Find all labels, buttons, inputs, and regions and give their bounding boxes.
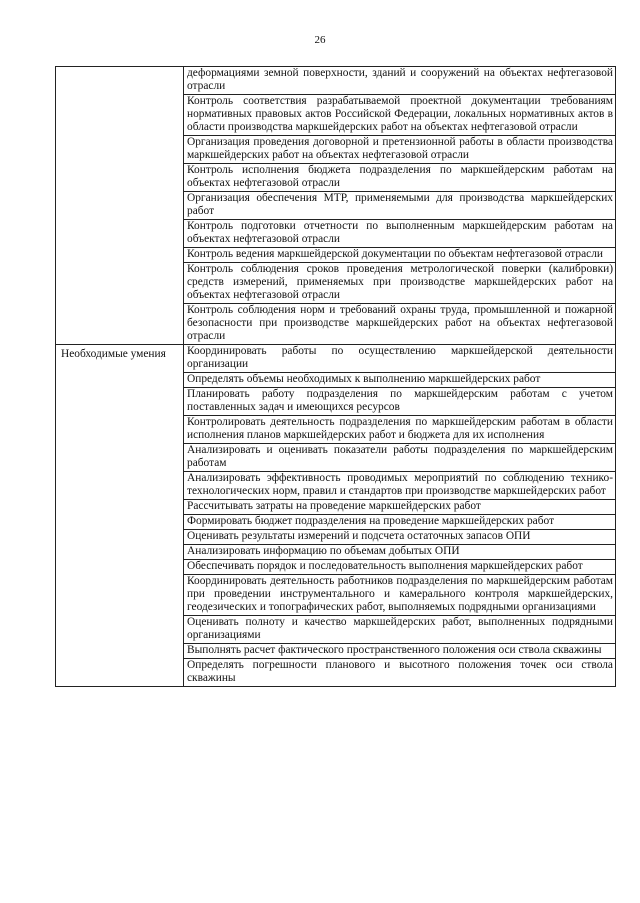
section-item: Контроль подготовки отчетности по выполненным маркшейдерским работам на объектах нефтегазовой отрасли [184,220,616,248]
section-item: деформациями земной поверхности, зданий и сооружений на объектах нефтегазовой отрасли [184,67,616,95]
section-item: Контроль ведения маркшейдерской документации по объектам нефтегазовой отрасли [184,248,616,263]
section-item: Контролировать деятельность подразделения по маркшейдерским работам в области исполнения планов маркшейдерских работ и бюджета для их исполнения [184,416,616,444]
section-item: Обеспечивать порядок и последовательность выполнения маркшейдерских работ [184,560,616,575]
section-item: Выполнять расчет фактического пространственного положения оси ствола скважины [184,644,616,659]
section-label: Необходимые умения [56,345,184,687]
section-item: Организация обеспечения МТР, применяемыми для производства маркшейдерских работ [184,192,616,220]
section-item: Организация проведения договорной и претензионной работы в области производства маркшейдерских работ на объектах нефтегазовой отрасли [184,136,616,164]
section-item: Рассчитывать затраты на проведение маркшейдерских работ [184,500,616,515]
section-item: Определять объемы необходимых к выполнению маркшейдерских работ [184,373,616,388]
table-body [56,67,616,687]
section-item: Контроль соблюдения сроков проведения метрологической поверки (калибровки) средств измерений, применяемых при производстве маркшейдерских работ на объектах нефтегазовой отрасли [184,263,616,304]
table-row [56,345,616,373]
section-item: Планировать работу подразделения по маркшейдерским работам с учетом поставленных задач и имеющихся ресурсов [184,388,616,416]
section-label [56,67,184,345]
section-item: Контроль соблюдения норм и требований охраны труда, промышленной и пожарной безопасности при производстве маркшейдерских работ на объектах нефтегазовой отрасли [184,304,616,345]
section-item: Определять погрешности планового и высотного положения точек оси ствола скважины [184,659,616,687]
section-item: Анализировать и оценивать показатели работы подразделения по маркшейдерским работам [184,444,616,472]
section-item: Контроль исполнения бюджета подразделения по маркшейдерским работам на объектах нефтегазовой отрасли [184,164,616,192]
section-item: Координировать работы по осуществлению маркшейдерской деятельности организации [184,345,616,373]
section-item: Контроль соответствия разрабатываемой проектной документации требованиям нормативных правовых актов Российской Федерации, локальных нормативных актов в области производства маркшейдерских работ на объектах нефтегазовой отрасли [184,95,616,136]
table-row [56,67,616,95]
competency-table [55,66,616,687]
section-item: Оценивать результаты измерений и подсчета остаточных запасов ОПИ [184,530,616,545]
section-item: Формировать бюджет подразделения на проведение маркшейдерских работ [184,515,616,530]
section-item: Оценивать полноту и качество маркшейдерских работ, выполненных подрядными организациями [184,616,616,644]
section-item: Анализировать эффективность проводимых мероприятий по соблюдению технико-технологических норм, правил и стандартов при производстве маркшейдерских работ [184,472,616,500]
section-item: Координировать деятельность работников подразделения по маркшейдерским работам при проведении инструментального и камерального контроля маркшейдерских, геодезических и топографических работ, выполняемых подрядными организациями [184,575,616,616]
page-number: 26 [314,34,326,46]
section-item: Анализировать информацию по объемам добытых ОПИ [184,545,616,560]
